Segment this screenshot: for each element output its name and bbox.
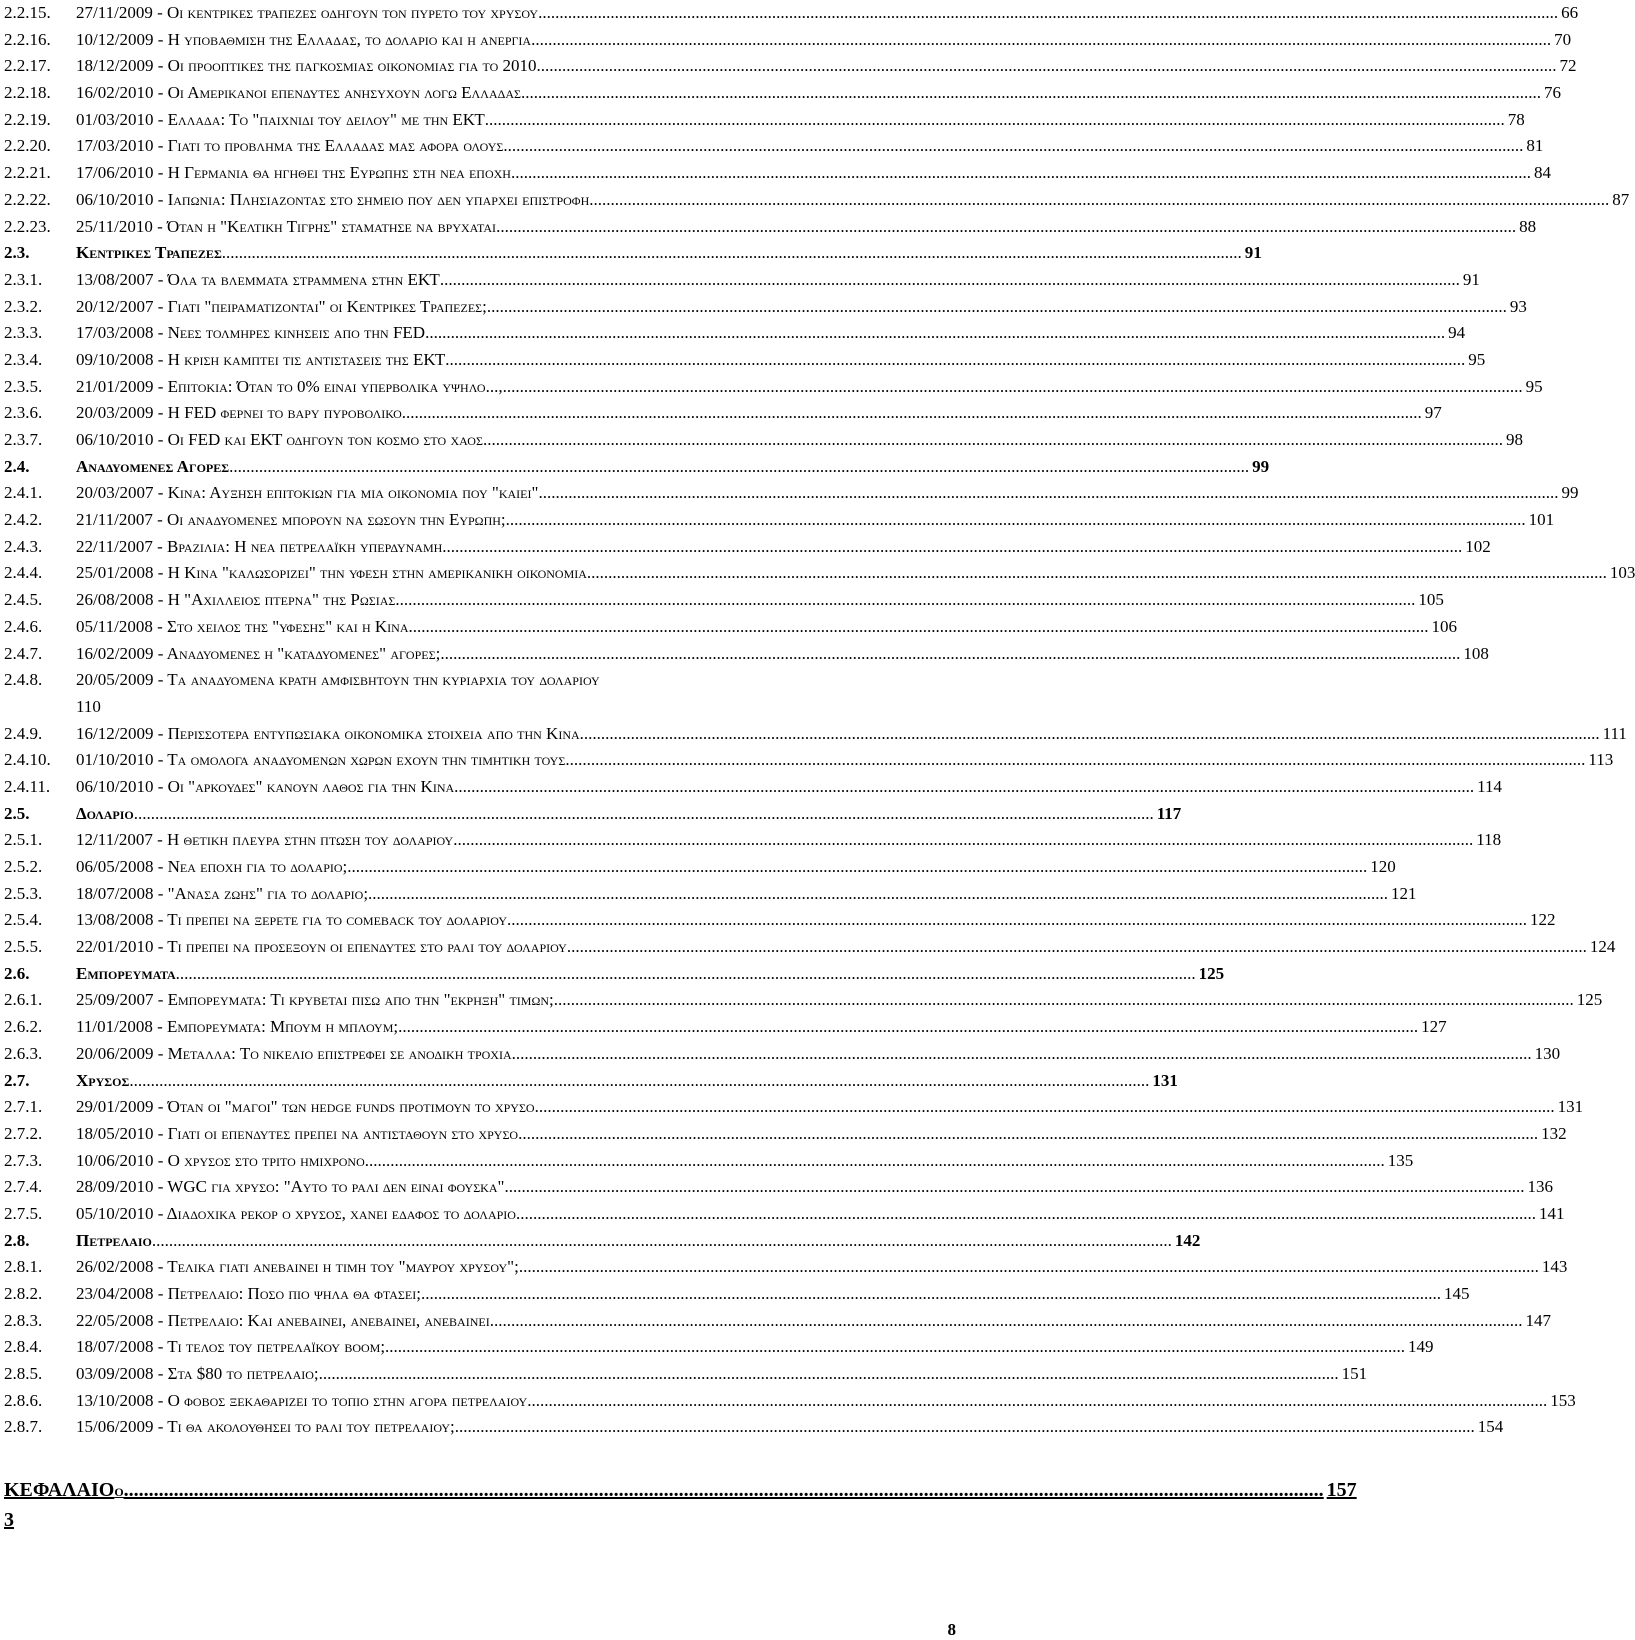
toc-leader-dots <box>506 507 1526 534</box>
toc-entry-page: 121 <box>1391 883 1417 903</box>
toc-entry-number: 2.5. <box>4 803 30 823</box>
toc-entry-title: 18/12/2009 - Οι προοπτικες της παγκοσμιας οικονομιας για το 2010 <box>76 56 537 76</box>
toc-entry-title: 26/02/2008 - Τελικα γιατι ανεβαινει η τιμη του "μαυρου χρυσου"; <box>76 1257 519 1277</box>
toc-entry-page: 87 <box>1612 189 1630 209</box>
toc-entry-page: 120 <box>1370 857 1396 877</box>
toc-leader-dots <box>440 641 1460 668</box>
toc-entry[interactable] <box>4 667 920 720</box>
toc-entry-number: 2.7. <box>4 1070 30 1090</box>
toc-entry-title: 20/06/2009 - Μεταλλα: Το νικελιο επιστρεφει σε ανοδικη τροχια <box>76 1043 512 1063</box>
toc-entry[interactable] <box>4 747 1614 774</box>
toc-section-entry[interactable] <box>4 240 1262 267</box>
toc-entry-number: 2.8.7. <box>4 1417 43 1437</box>
toc-entry-page: 127 <box>1421 1017 1447 1037</box>
toc-entry-title: 05/10/2010 - Διαδοχικα ρεκορ ο χρυσος, χανει εδαφος το δολαριο <box>76 1203 516 1223</box>
toc-leader-dots <box>516 1201 1536 1228</box>
toc-leader-dots <box>402 400 1422 427</box>
toc-entry-number: 2.7.5. <box>4 1203 43 1223</box>
toc-entry[interactable] <box>4 374 1543 401</box>
toc-entry-number: 2.4.7. <box>4 643 43 663</box>
toc-entry-page: 108 <box>1463 643 1489 663</box>
toc-entry-title: 06/10/2010 - Ιαπωνια: Πλησιαζοντας στο σημειο που δεν υπαρχει επιστροφη <box>76 189 590 209</box>
toc-leader-dots <box>521 80 1541 107</box>
toc-entry-number: 2.3.4. <box>4 349 43 369</box>
toc-entry-number: 2.7.4. <box>4 1177 43 1197</box>
toc-leader-dots <box>507 907 1527 934</box>
toc-entry-title: 06/10/2010 - Οι FED και ΕΚΤ οδηγουν τον κοσμο στο χαος <box>76 430 483 449</box>
toc-entry-number: 2.5.3. <box>4 883 43 903</box>
toc-entry[interactable] <box>4 53 1577 80</box>
toc-entry-page: 101 <box>1528 510 1555 530</box>
toc-entry-number: 2.2.22. <box>4 189 51 209</box>
toc-entry-page: 130 <box>1534 1043 1561 1063</box>
toc-leader-dots <box>385 1334 1405 1361</box>
toc-section-entry[interactable] <box>4 1228 1201 1255</box>
toc-entry-number: 2.4.2. <box>4 510 43 530</box>
toc-entry[interactable] <box>4 400 1442 427</box>
toc-leader-dots <box>567 934 1587 961</box>
toc-entry[interactable] <box>4 907 1556 934</box>
toc-entry-title: 11/01/2008 - Εμπορευματα: Μπουμ η μπλουμ; <box>76 1017 399 1037</box>
toc-leader-dots <box>152 1228 1172 1255</box>
toc-leader-dots <box>454 774 1474 801</box>
toc-entry-number: 2.3.2. <box>4 296 43 316</box>
toc-entry-page: 94 <box>1448 323 1466 343</box>
toc-leader-dots <box>453 827 1473 854</box>
toc-entry-number: 2.6.1. <box>4 990 43 1010</box>
toc-entry-page: 99 <box>1252 456 1270 476</box>
toc-entry-title: 22/01/2010 - Τι πρεπει να προσεξουν οι επενδυτες στο ραλι του δολαριου <box>76 937 567 957</box>
toc-entry-page: 113 <box>1588 750 1614 770</box>
toc-entry-number: 2.3.3. <box>4 323 43 343</box>
toc-entry-page: 125 <box>1198 963 1225 983</box>
toc-leader-dots <box>531 27 1551 54</box>
toc-entry-page: 151 <box>1341 1364 1368 1384</box>
toc-entry-title: 16/02/2009 - Αναδυομενες η "καταδυομενες" αγορες; <box>76 643 441 663</box>
toc-entry-number: 2.4.3. <box>4 536 43 556</box>
toc-leader-dots <box>589 187 1609 214</box>
toc-leader-dots <box>425 320 1445 347</box>
toc-entry-page: 95 <box>1468 349 1486 369</box>
toc-entry-title: 28/09/2010 - WGC για χρυσο: "Αυτο το ραλι δεν ειναι φουσκα" <box>76 1177 505 1197</box>
toc-entry-number: 2.4.9. <box>4 723 43 743</box>
toc-leader-dots <box>485 107 1505 134</box>
toc-entry-title: 18/07/2008 - "Ανασα ζωης" για το δολαριο; <box>76 883 369 903</box>
toc-leader-dots <box>554 987 1574 1014</box>
toc-leader-dots <box>347 854 1367 881</box>
toc-entry-title: 18/05/2010 - Γιατι οι επενδυτες πρεπει να αντισταθουν στο χρυσο <box>76 1123 519 1143</box>
toc-entry-title: 05/11/2008 - Στο χειλος της "υφεσης" και η Κινα <box>76 616 409 636</box>
toc-entry[interactable] <box>4 107 1525 134</box>
page-number-corner: 8 <box>947 1620 956 1639</box>
toc-entry-number: 2.8.3. <box>4 1310 43 1330</box>
toc-entry[interactable] <box>4 1254 1568 1281</box>
toc-entry[interactable] <box>4 1281 1470 1308</box>
toc-entry-title: Χρυσος <box>76 1070 130 1090</box>
toc-entry[interactable] <box>4 587 1444 614</box>
toc-leader-dots <box>538 0 1558 27</box>
toc-entry-title: Πετρελαιο <box>76 1230 152 1250</box>
toc-entry-title: Εμπορευματα <box>76 963 176 983</box>
toc-entry[interactable] <box>4 1361 1368 1388</box>
toc-entry-page: 114 <box>1477 776 1503 796</box>
toc-entry-page: 147 <box>1525 1310 1551 1330</box>
toc-leader-dots <box>518 1121 1538 1148</box>
toc-leader-dots <box>222 240 1242 267</box>
toc-leader-dots <box>421 1281 1441 1308</box>
toc-entry[interactable] <box>4 881 1417 908</box>
toc-leader-dots <box>124 1475 1324 1505</box>
toc-leader-dots <box>519 1254 1539 1281</box>
table-of-contents <box>4 0 1635 1532</box>
toc-leader-dots <box>442 534 1462 561</box>
toc-entry-page: 122 <box>1530 910 1556 930</box>
toc-entry-number: 2.8.5. <box>4 1364 43 1384</box>
toc-entry-title: 25/11/2010 - Όταν η "Κελτικη Τιγρης" σταματησε να βρυχαται <box>76 216 497 236</box>
toc-entry-page: 102 <box>1465 536 1491 556</box>
toc-entry[interactable] <box>4 1414 1504 1441</box>
toc-leader-dots <box>409 614 1429 641</box>
toc-leader-dots <box>134 801 1154 828</box>
toc-leader-dots <box>368 881 1388 908</box>
toc-leader-dots <box>365 1148 1385 1175</box>
toc-leader-dots <box>504 1174 1524 1201</box>
toc-entry-title: 15/06/2009 - Τι θα ακολουθησει το ραλι του πετρελαιου; <box>76 1417 455 1437</box>
toc-entry-title: 20/03/2009 - Η FED φερνει το βαρυ πυροβολικο <box>76 403 402 423</box>
toc-entry-page: 125 <box>1576 990 1603 1010</box>
toc-entry-title: 18/07/2008 - Τι τελος του πετρελαϊκου boom; <box>76 1337 386 1357</box>
toc-entry-number: 2.2.16. <box>4 29 51 49</box>
toc-entry-title: 13/08/2007 - Όλα τα βλεμματα στραμμενα στην ΕΚΤ <box>76 269 440 289</box>
toc-section-entry[interactable] <box>4 454 1270 481</box>
toc-entry-title: 17/06/2010 - Η Γερμανια θα ηγηθει της Ευρωπης στη νεα εποχη <box>76 163 511 183</box>
toc-entry-page: 88 <box>1519 216 1537 236</box>
toc-entry-title: 03/09/2008 - Στα $80 το πετρελαιο; <box>76 1364 319 1384</box>
toc-entry-number: 2.4.11. <box>4 776 51 796</box>
toc-leader-dots <box>587 560 1607 587</box>
toc-leader-dots <box>487 294 1507 321</box>
toc-entry-title: 09/10/2008 - Η κριση καμπτει τις αντιστασεις της ΕΚΤ <box>76 349 446 369</box>
toc-entry[interactable] <box>4 214 1537 241</box>
toc-entry-page: 105 <box>1418 590 1444 610</box>
toc-entry-title: 06/05/2008 - Νεα εποχη για το δολαριο; <box>76 857 348 877</box>
toc-entry-page: 91 <box>1462 269 1480 289</box>
toc-leader-dots <box>445 347 1465 374</box>
chapter-page: 157 <box>1326 1479 1357 1502</box>
toc-entry-number: 2.4.6. <box>4 616 43 636</box>
toc-entry-title: 13/10/2008 - Ο φοβος ξεκαθαριζει το τοπιο στην αγορα πετρελαιου <box>76 1390 528 1410</box>
toc-entry-title: 16/02/2010 - Οι Αμερικανοι επενδυτες ανησυχουν λογω Ελλαδας <box>76 83 521 103</box>
toc-entry[interactable] <box>4 641 1489 668</box>
toc-entry-number: 2.8.1. <box>4 1257 43 1277</box>
toc-entry-page: 84 <box>1533 163 1551 183</box>
toc-entry-number: 2.8.4. <box>4 1337 43 1357</box>
toc-leader-dots <box>398 1014 1418 1041</box>
toc-entry[interactable] <box>4 614 1457 641</box>
toc-entry[interactable] <box>4 1148 1414 1175</box>
toc-entry-number: 2.4.1. <box>4 483 43 503</box>
toc-leader-dots <box>483 427 1503 454</box>
toc-entry-number: 2.4.10. <box>4 750 51 770</box>
toc-leader-dots <box>395 587 1415 614</box>
toc-entry-number: 2.2.17. <box>4 56 51 76</box>
toc-entry-number: 2.2.20. <box>4 136 51 156</box>
toc-entry-page: 81 <box>1526 136 1544 156</box>
toc-leader-dots <box>527 1388 1547 1415</box>
toc-leader-dots <box>511 160 1531 187</box>
toc-leader-dots <box>176 961 1196 988</box>
toc-entry[interactable] <box>4 80 1561 107</box>
toc-entry-title: 16/12/2009 - Περισσοτερα εντυπωσιακα οικονομικα στοιχεια απο την Κινα <box>76 723 580 743</box>
toc-entry[interactable] <box>4 294 1527 321</box>
toc-leader-dots <box>440 267 1460 294</box>
toc-entry-number: 2.6. <box>4 963 30 983</box>
toc-entry-number: 2.7.2. <box>4 1123 43 1143</box>
toc-entry-title: 21/11/2007 - Οι αναδυομενες μπορουν να σωσουν την Ευρωπη; <box>76 510 506 530</box>
chapter-title: ΚΕΦΑΛΑΙΟ 3 <box>4 1479 115 1532</box>
toc-entry-page: 149 <box>1408 1337 1434 1357</box>
toc-entry[interactable] <box>4 1121 1567 1148</box>
toc-entry[interactable] <box>4 480 1579 507</box>
toc-entry-title: 20/03/2007 - Κινα: Αυξηση επιτοκιων για μια οικονομια που "καιει" <box>76 483 539 503</box>
toc-entry[interactable] <box>4 1388 1576 1415</box>
toc-entry-page: 97 <box>1424 403 1442 423</box>
toc-entry[interactable] <box>4 1174 1553 1201</box>
toc-entry-number: 2.3.5. <box>4 376 43 396</box>
toc-entry-title: 25/09/2007 - Εμπορευματα: Τι κρυβεται πισω απο την "εκρηξη" τιμων; <box>76 990 554 1010</box>
toc-entry-page: 145 <box>1443 1284 1470 1304</box>
toc-entry-number: 2.4.8. <box>4 670 43 690</box>
toc-entry-title: 26/08/2008 - Η "Αχιλλειος πτερνα" της Ρωσιας <box>76 590 396 610</box>
toc-entry-title: 10/06/2010 - Ο χρυσος στο τριτο ημιχρονο <box>76 1150 365 1170</box>
toc-entry[interactable] <box>4 560 1635 587</box>
toc-entry-number: 2.5.5. <box>4 937 43 957</box>
toc-entry[interactable] <box>4 1014 1447 1041</box>
toc-entry-title: 22/05/2008 - Πετρελαιο: Και ανεβαινει, ανεβαινει, ανεβαινει... <box>76 1310 503 1330</box>
toc-entry-page: 70 <box>1554 29 1572 49</box>
toc-leader-dots <box>455 1414 1475 1441</box>
toc-entry-title: 17/03/2010 - Γιατι το προβλημα της Ελλαδας μας αφορα ολους <box>76 136 504 156</box>
toc-entry-number: 2.3.6. <box>4 403 43 423</box>
toc-entry-page: 153 <box>1550 1390 1576 1410</box>
toc-entry-number: 2.2.18. <box>4 83 51 103</box>
toc-entry-title: 20/05/2009 - Τα αναδυομενα κρατη αμφισβητουν την κυριαρχια του δολαριου <box>76 670 600 690</box>
toc-entry[interactable] <box>4 774 1503 801</box>
toc-entry-title: 21/01/2009 - Επιτοκια: Όταν το 0% ειναι υπερβολικα υψηλο..., <box>76 376 503 396</box>
toc-entry[interactable] <box>4 507 1555 534</box>
toc-entry-number: 2.4.5. <box>4 590 43 610</box>
toc-entry-number: 2.4.4. <box>4 563 43 583</box>
toc-entry[interactable] <box>4 934 1616 961</box>
toc-entry-page: 143 <box>1541 1257 1568 1277</box>
toc-entry-page: 78 <box>1507 109 1525 129</box>
toc-entry-title: Αναδυομενες Αγορες <box>76 456 230 476</box>
toc-entry-number: 2.5.1. <box>4 830 43 850</box>
toc-entry[interactable] <box>4 854 1396 881</box>
toc-entry-title: Κεντρικες Τραπεζες <box>76 243 222 263</box>
toc-entry-number: 2.3.1. <box>4 269 43 289</box>
toc-entry-page: 72 <box>1559 56 1577 76</box>
toc-entry-page: 131 <box>1152 1070 1178 1090</box>
toc-entry-number: 2.3. <box>4 243 30 263</box>
toc-entry-page: 117 <box>1156 803 1182 823</box>
toc-entry[interactable] <box>4 827 1502 854</box>
toc-entry-number: 2.7.3. <box>4 1150 43 1170</box>
toc-leader-dots <box>538 480 1558 507</box>
toc-entry[interactable] <box>4 133 1544 160</box>
toc-entry-page: 154 <box>1477 1417 1504 1437</box>
toc-entry-title: 22/11/2007 - Βραζιλια: Η νεα πετρελαϊκη υπερδυναμη <box>76 536 443 556</box>
toc-entry-page: 110 <box>76 696 101 716</box>
toc-entry-page: 99 <box>1561 483 1579 503</box>
toc-entry-title: 29/01/2009 - Όταν οι "μαγοι" των hedge funds προτιμουν το χρυσο <box>76 1097 535 1117</box>
toc-entry-page: 141 <box>1538 1203 1565 1223</box>
toc-entry-page: 136 <box>1527 1177 1553 1197</box>
toc-leader-dots <box>535 1094 1555 1121</box>
toc-entry-number: 2.6.2. <box>4 1017 43 1037</box>
toc-entry-page: 118 <box>1476 830 1502 850</box>
toc-leader-dots <box>496 214 1516 241</box>
toc-entry-page: 66 <box>1561 3 1579 22</box>
toc-entry-number: 2.4. <box>4 456 30 476</box>
toc-leader-dots <box>129 1068 1149 1095</box>
toc-entry-page: 106 <box>1431 616 1457 636</box>
toc-entry-page: 111 <box>1602 723 1627 743</box>
toc-entry-title: 20/12/2007 - Γιατι "πειραματιζονται" οι Κεντρικες Τραπεζες; <box>76 296 487 316</box>
toc-entry[interactable] <box>4 267 1480 294</box>
toc-entry-page: 131 <box>1557 1097 1584 1117</box>
toc-entry-page: 91 <box>1244 243 1262 263</box>
toc-entry-number: 2.8. <box>4 1230 30 1250</box>
toc-entry-number: 2.2.21. <box>4 163 51 183</box>
toc-entry[interactable] <box>4 987 1603 1014</box>
toc-leader-dots <box>537 53 1557 80</box>
toc-leader-dots <box>319 1361 1339 1388</box>
toc-entry-title: 06/10/2010 - Οι "αρκουδες" κανουν λαθος για την Κινα <box>76 776 455 796</box>
toc-entry-page: 98 <box>1505 430 1523 449</box>
toc-chapter-entry[interactable] <box>4 1475 1357 1532</box>
toc-entry-page: 132 <box>1541 1123 1567 1143</box>
toc-leader-dots <box>229 454 1249 481</box>
toc-entry[interactable] <box>4 347 1486 374</box>
toc-entry-number: 2.8.2. <box>4 1284 43 1304</box>
toc-entry-page: 93 <box>1509 296 1527 316</box>
toc-entry[interactable] <box>4 160 1551 187</box>
toc-entry[interactable] <box>4 1201 1565 1228</box>
toc-entry-page: 76 <box>1543 83 1561 103</box>
toc-entry-number: 2.2.19. <box>4 109 51 129</box>
toc-entry-page: 142 <box>1174 1230 1201 1250</box>
toc-leader-dots <box>503 133 1523 160</box>
toc-entry-number: 2.3.7. <box>4 430 43 449</box>
toc-section-entry[interactable] <box>4 801 1182 828</box>
toc-leader-dots <box>580 721 1600 748</box>
toc-leader-dots <box>512 1041 1532 1068</box>
toc-entry-title: 12/11/2007 - Η θετικη πλευρα στην πτωση του δολαριου <box>76 830 454 850</box>
toc-entry-number: 2.7.1. <box>4 1097 43 1117</box>
toc-entry-title: 01/03/2010 - Ελλαδα: Το "παιχνιδι του δειλου" με την ΕΚΤ <box>76 109 485 129</box>
toc-entry-page: 124 <box>1589 937 1616 957</box>
toc-entry-title: 13/08/2008 - Τι πρεπει να ξερετε για το comeback του δολαριου <box>76 910 507 930</box>
toc-entry[interactable] <box>4 534 1491 561</box>
toc-section-entry[interactable] <box>4 961 1225 988</box>
toc-entry-page: 95 <box>1525 376 1543 396</box>
toc-entry-number: 2.8.6. <box>4 1390 43 1410</box>
toc-entry[interactable] <box>4 187 1630 214</box>
toc-entry-title: 17/03/2008 - Νεες τολμηρες κινησεις απο την FED <box>76 323 426 343</box>
toc-leader-dots <box>565 747 1585 774</box>
toc-leader-dots <box>502 1308 1522 1335</box>
toc-entry[interactable] <box>4 27 1572 54</box>
toc-entry-title: 25/01/2008 - Η Κινα "καλωσοριζει" την υφεση στην αμερικανικη οικονομια <box>76 563 587 583</box>
toc-entry-title: Δολαριο <box>76 803 134 823</box>
toc-entry[interactable] <box>4 721 1627 748</box>
toc-entry-title: 27/11/2009 - Οι κεντρικες τραπεζες οδηγουν τον πυρετο του χρυσου <box>76 3 539 22</box>
toc-leader-dots <box>503 374 1523 401</box>
toc-entry[interactable] <box>4 0 1579 27</box>
toc-entry-number: 2.2.23. <box>4 216 51 236</box>
chapter-superscript: Ο <box>114 1485 124 1500</box>
toc-entry-title: 01/10/2010 - Τα ομολογα αναδυομενων χωρων εχουν την τιμητικη τους <box>76 750 566 770</box>
toc-section-entry[interactable] <box>4 1068 1178 1095</box>
toc-entry-number: 2.2.15. <box>4 3 51 22</box>
toc-entry-title: 23/04/2008 - Πετρελαιο: Ποσο πιο ψηλα θα φτασει; <box>76 1284 421 1304</box>
toc-entry[interactable] <box>4 1334 1434 1361</box>
toc-entry[interactable] <box>4 427 1523 454</box>
toc-entry-page: 103 <box>1609 563 1635 583</box>
toc-entry-number: 2.5.4. <box>4 910 43 930</box>
toc-entry[interactable] <box>4 1308 1551 1335</box>
toc-entry-title: 10/12/2009 - Η υποβαθμιση της Ελλαδας, το δολαριο και η ανεργια <box>76 29 532 49</box>
toc-entry-number: 2.5.2. <box>4 857 43 877</box>
toc-entry-page: 135 <box>1387 1150 1414 1170</box>
toc-entry[interactable] <box>4 320 1466 347</box>
toc-entry-number: 2.6.3. <box>4 1043 43 1063</box>
toc-entry[interactable] <box>4 1094 1584 1121</box>
toc-entry[interactable] <box>4 1041 1561 1068</box>
